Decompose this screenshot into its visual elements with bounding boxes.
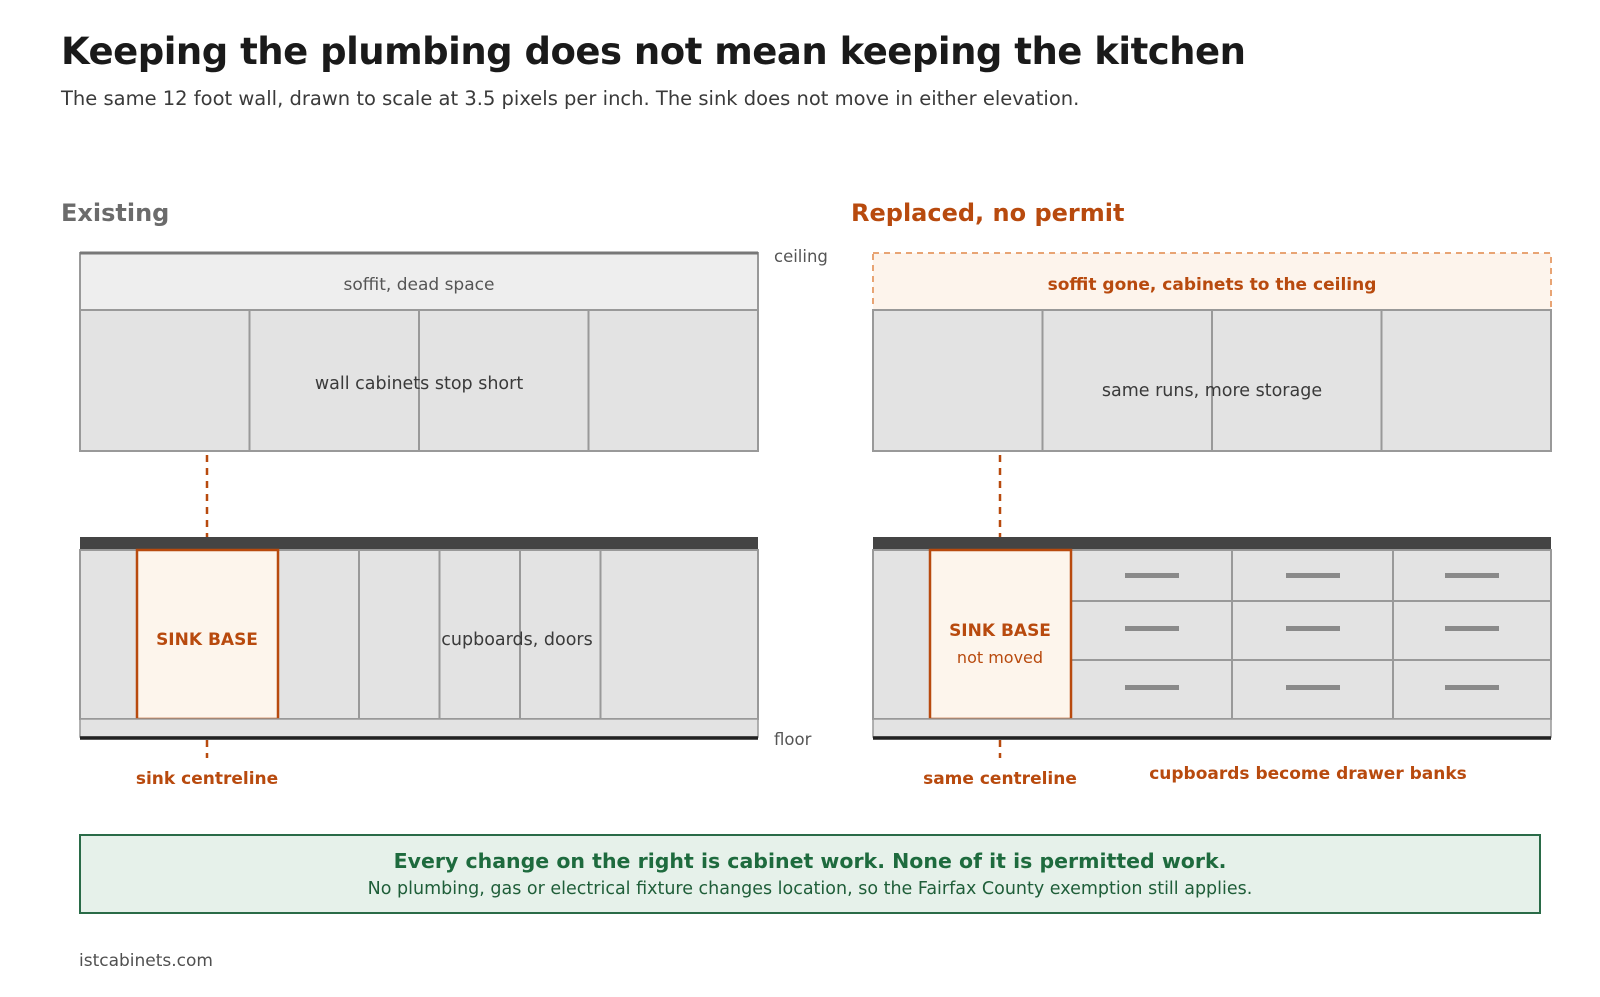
existing-base-label: cupboards, doors xyxy=(441,630,593,650)
replaced-wall-cabinet xyxy=(1382,310,1552,451)
drawer-pull xyxy=(1445,573,1499,578)
drawer-pull xyxy=(1445,626,1499,631)
replaced-sink-label: SINK BASE xyxy=(949,621,1051,641)
existing-wall-label: wall cabinets stop short xyxy=(314,374,524,394)
existing-wall-cabinet xyxy=(80,310,250,451)
page-title: Keeping the plumbing does not mean keeping the kitchen xyxy=(61,30,1246,73)
replaced-heading: Replaced, no permit xyxy=(851,199,1125,227)
drawer-pull xyxy=(1125,626,1179,631)
existing-centreline-label: sink centreline xyxy=(135,769,279,789)
existing-wall-cabinet xyxy=(589,310,759,451)
replaced-countertop xyxy=(873,537,1551,549)
drawer-pull xyxy=(1445,685,1499,690)
replaced-centreline-label: same centreline xyxy=(923,769,1077,789)
footer-credit: istcabinets.com xyxy=(79,951,213,971)
floor-label: floor xyxy=(774,730,812,749)
existing-soffit-label: soffit, dead space xyxy=(343,275,495,295)
existing-base-cabinet xyxy=(601,550,759,719)
existing-base-cabinet xyxy=(80,550,137,719)
summary-note xyxy=(79,834,1541,914)
existing-base-cabinet xyxy=(359,550,440,719)
replaced-elevation xyxy=(873,253,1551,789)
replaced-sink-sublabel: not moved xyxy=(956,648,1044,667)
summary-note-main: Every change on the right is cabinet work. None of it is permitted work. xyxy=(393,849,1227,873)
drawer-pull xyxy=(1286,573,1340,578)
replaced-base-cabinet xyxy=(873,550,930,719)
existing-toe-kick xyxy=(80,719,758,737)
existing-elevation xyxy=(80,253,758,789)
replaced-wall-cabinet xyxy=(873,310,1043,451)
drawer-pull xyxy=(1125,685,1179,690)
drawer-bank-label: cupboards become drawer banks xyxy=(1149,764,1467,784)
drawer-pull xyxy=(1286,626,1340,631)
page-subtitle: The same 12 foot wall, drawn to scale at 3.5 pixels per inch. The sink does not move in either elevation. xyxy=(61,87,1080,110)
existing-base-cabinet xyxy=(278,550,359,719)
summary-note-sub: No plumbing, gas or electrical fixture changes location, so the Fairfax County exemption still applies. xyxy=(367,879,1253,899)
replaced-soffit-label: soffit gone, cabinets to the ceiling xyxy=(1047,275,1377,295)
replaced-wall-label: same runs, more storage xyxy=(1101,381,1323,401)
drawer-pull xyxy=(1125,573,1179,578)
existing-countertop xyxy=(80,537,758,549)
ceiling-label: ceiling xyxy=(774,247,828,266)
drawer-pull xyxy=(1286,685,1340,690)
existing-sink-label: SINK BASE xyxy=(156,630,258,650)
existing-heading: Existing xyxy=(61,199,170,227)
replaced-toe-kick xyxy=(873,719,1551,737)
